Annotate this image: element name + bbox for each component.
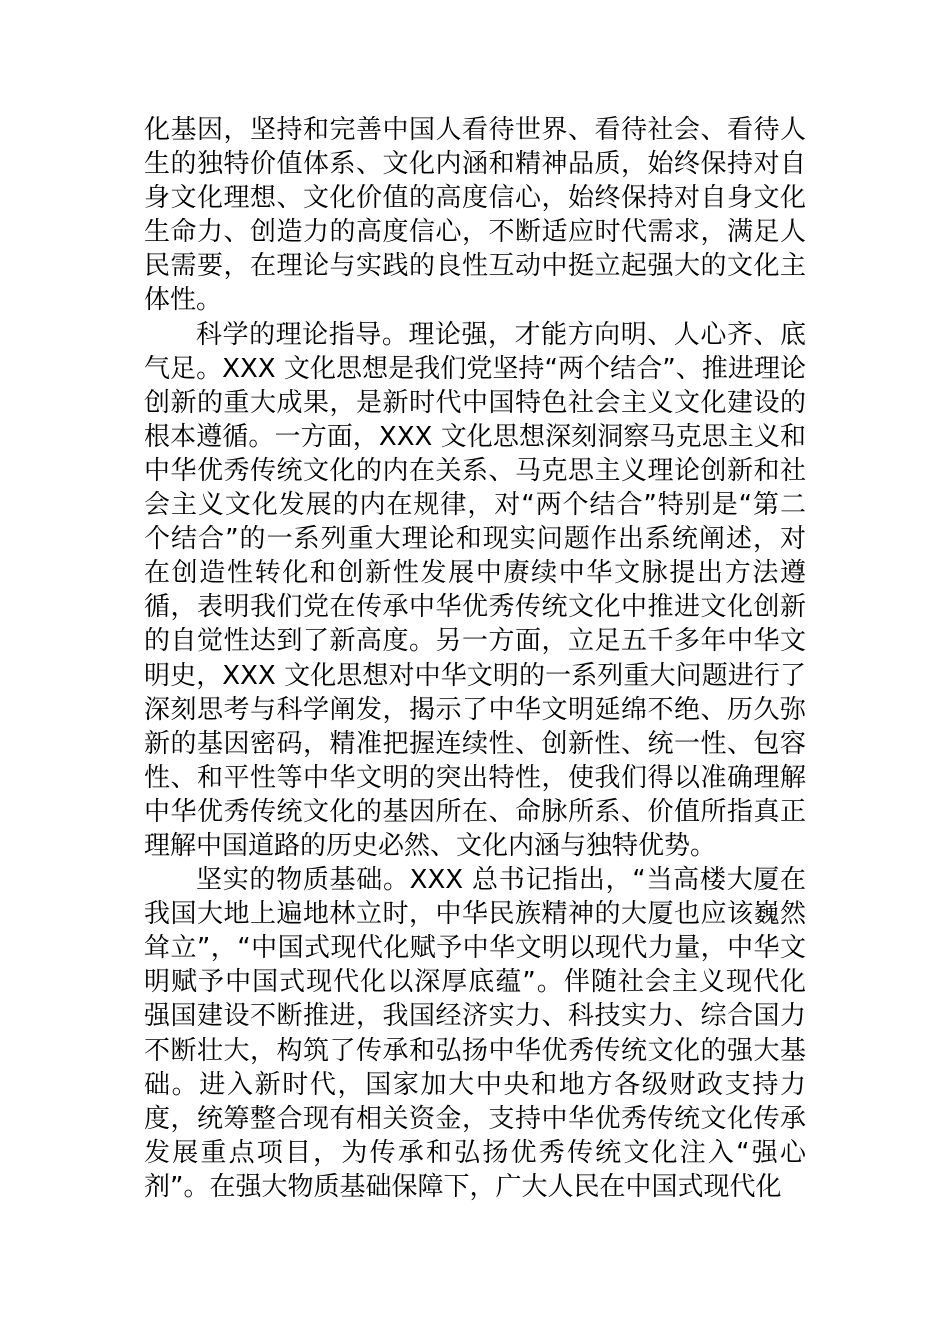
document-body [144,113,806,1204]
paragraph-continuation: 化基因，坚持和完善中国人看待世界、看待社会、看待人生的独特价值体系、文化内涵和精神品质，始终保持对自身文化理想、文化价值的高度信心，始终保持对自身文化生命力、创造力的高度信心，不断适应时代需求，满足人民需要，在理论与实践的良性互动中挺立起强大的文化主体性。 [144,115,806,316]
paragraph-material-foundation: 坚实的物质基础。XXX 总书记指出，“当高楼大厦在我国大地上遍地林立时，中华民族精神的大厦也应该巍然耸立”，“中国式现代化赋予中华文明以现代力量，中华文明赋予中国式现代化以深厚底蕴”。伴随社会主义现代化强国建设不断推进，我国经济实力、科技实力、综合国力不断壮大，构筑了传承和弘扬中华优秀传统文化的强大基础。进入新时代，国家加大中央和地方各级财政支持力度，统筹整合现有相关资金，支持中华优秀传统文化传承发展重点项目，为传承和弘扬优秀传统文化注入“强心剂”。在强大物质基础保障下，广大人民在中国式现代化 [144,865,806,1202]
paragraph-theory-guidance: 科学的理论指导。理论强，才能方向明、人心齐、底气足。XXX 文化思想是我们党坚持“两个结合”、推进理论创新的重大成果，是新时代中国特色社会主义文化建设的根本遵循。一方面，XXX 文化思想深刻洞察马克思主义和中华优秀传统文化的内在关系、马克思主义理论创新和社会主义文化发展的内在规律，对“两个结合”特别是“第二个结合”的一系列重大理论和现实问题作出系统阐述，对在创造性转化和创新性发展中赓续中华文脉提出方法遵循，表明我们党在传承中华优秀传统文化中推进文化创新的自觉性达到了新高度。另一方面，立足五千多年中华文明史，XXX 文化思想对中华文明的一系列重大问题进行了深刻思考与科学阐发，揭示了中华文明延绵不绝、历久弥新的基因密码，精准把握连续性、创新性、统一性、包容性、和平性等中华文明的突出特性，使我们得以准确理解中华优秀传统文化的基因所在、命脉所系、价值所指真正理解中国道路的历史必然、文化内涵与独特优势。 [144,319,806,861]
